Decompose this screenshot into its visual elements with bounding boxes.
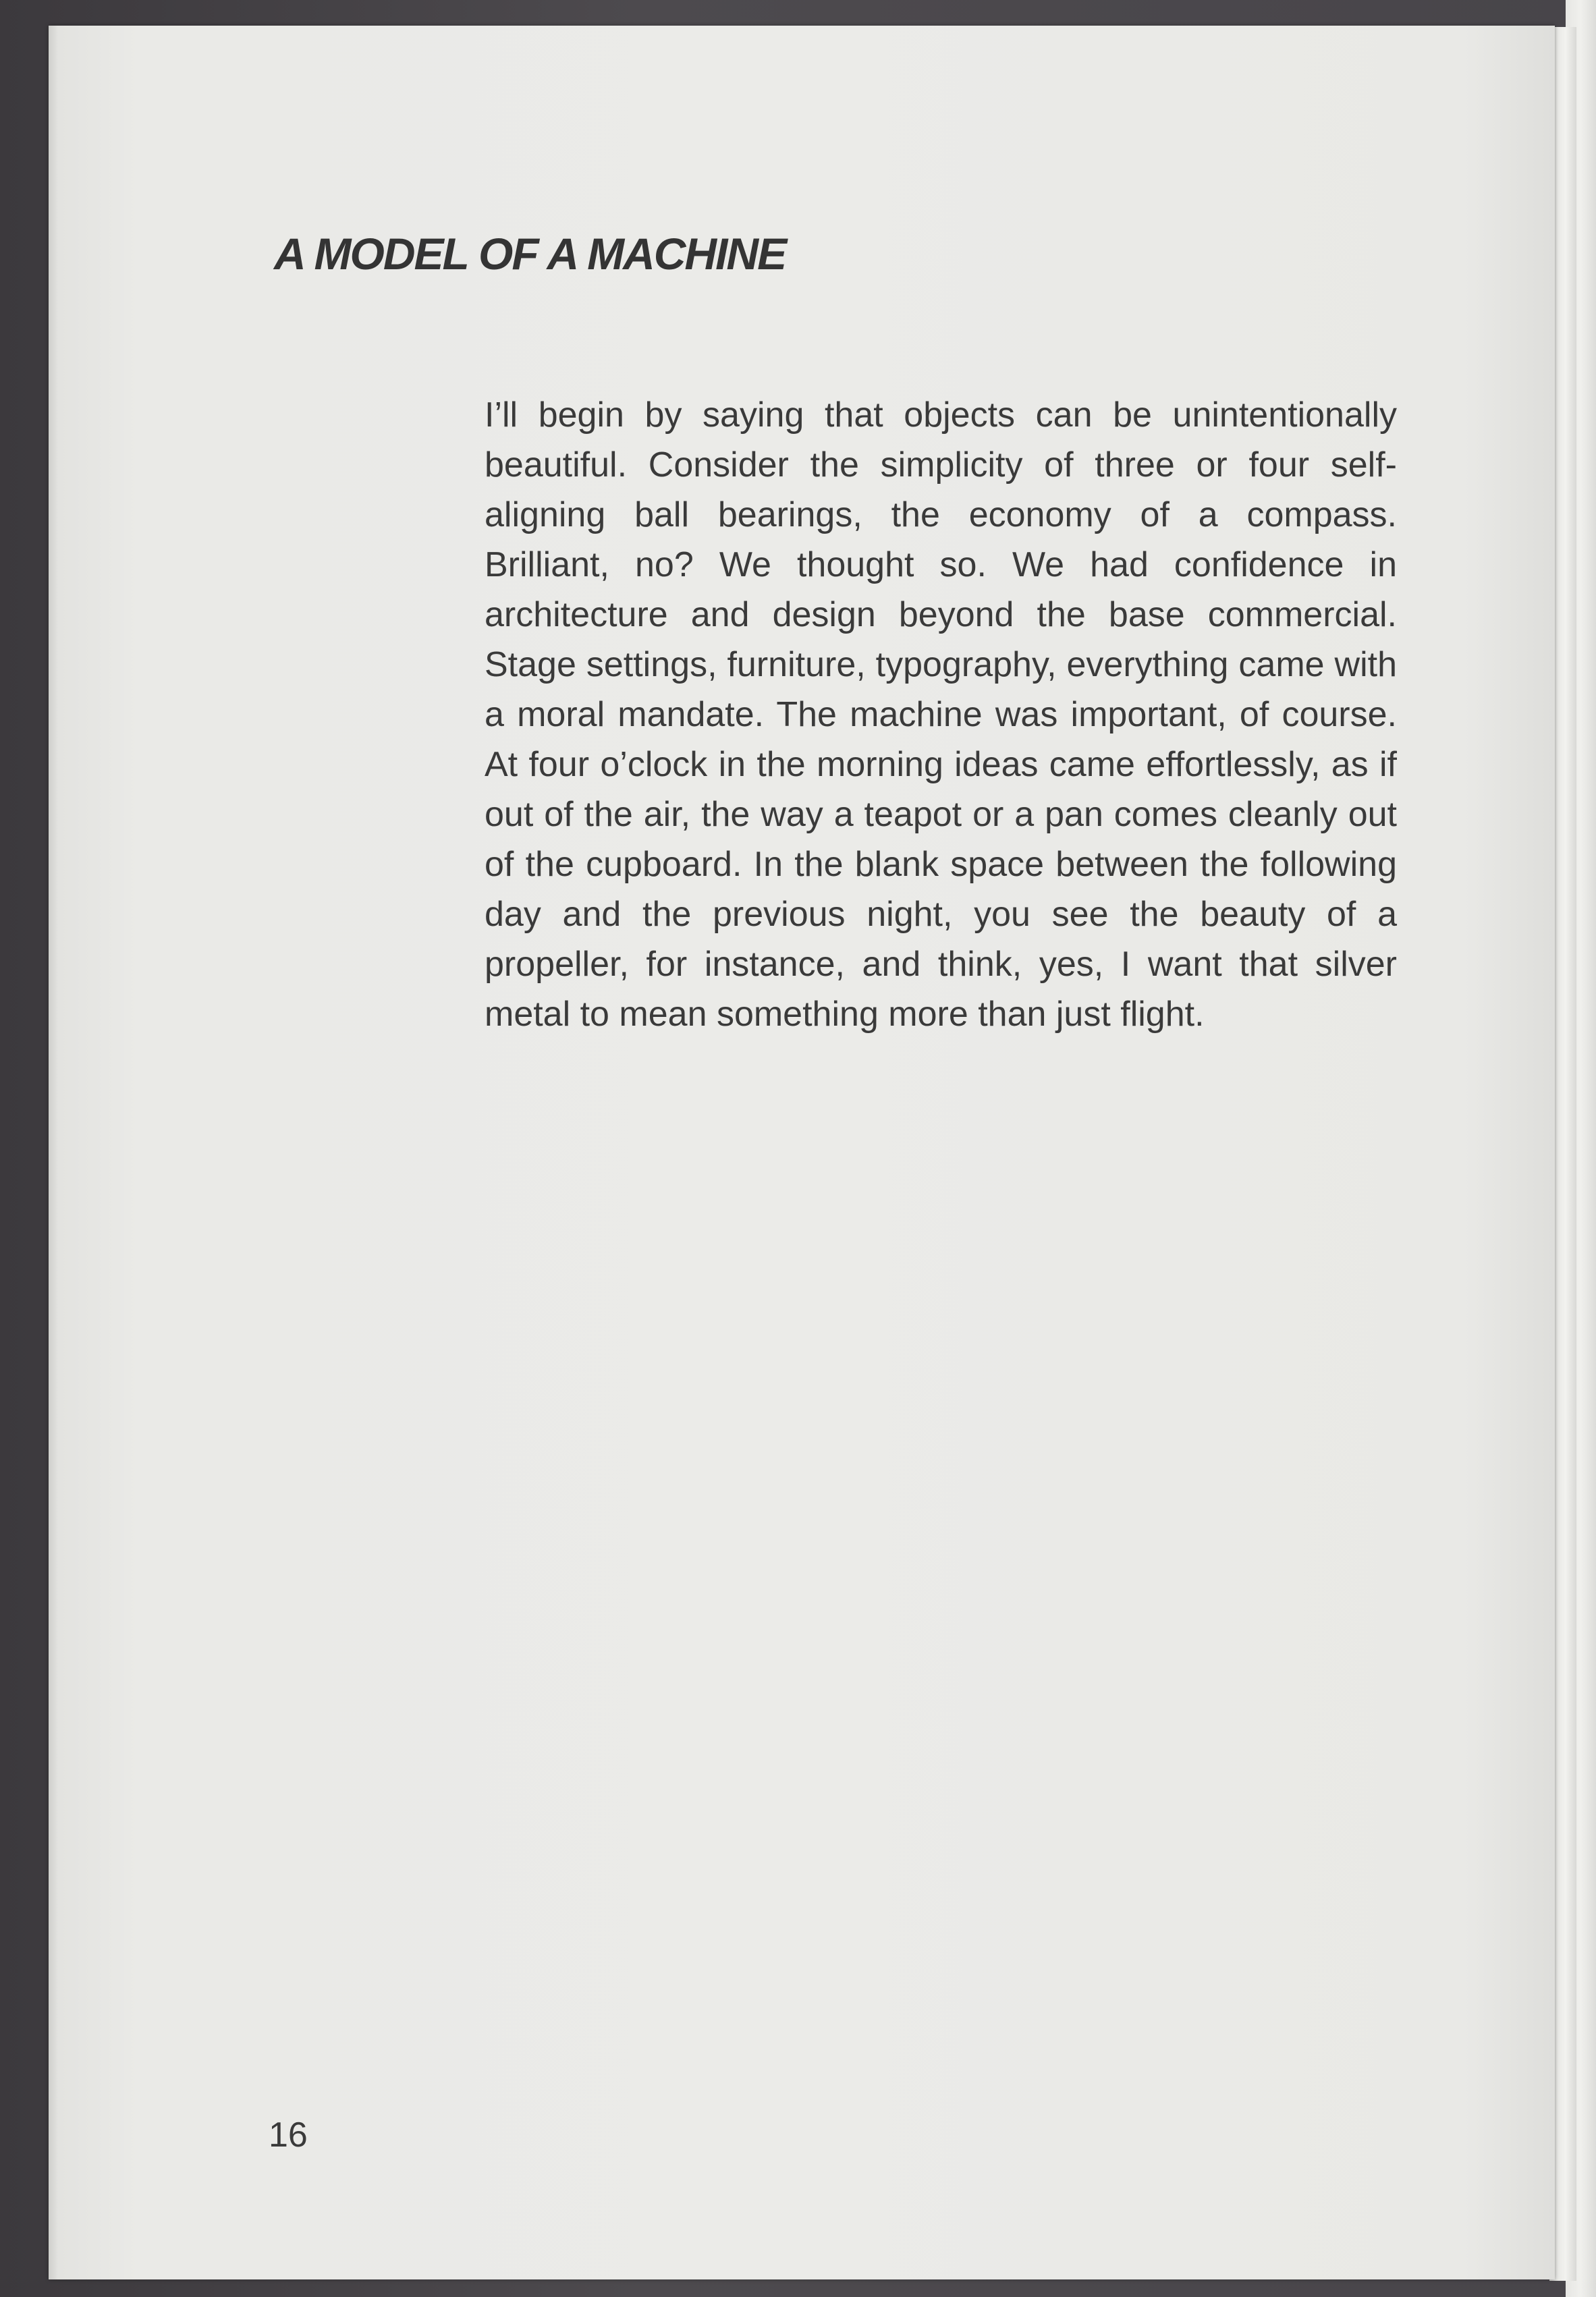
book-page [49,26,1555,2279]
page-number: 16 [269,2115,308,2155]
page-title: A MODEL OF A MACHINE [274,229,786,279]
body-paragraph: I’ll begin by saying that objects can be unintentionally beautiful. Consider the simplicity of three or four self-aligning ball bearings, the economy of a compass. Brilliant, no? We thought so. We had confidence in architecture and design beyond the base commercial. Stage settings, furniture, typography, everything came with a moral mandate. The machine was important, of course. At four o’clock in the morning ideas came effortlessly, as if out of the air, the way a teapot or a pan comes cleanly out of the cupboard. In the blank space between the following day and the previous night, you see the beauty of a propeller, for instance, and think, yes, I want that silver metal to mean something more than just flight. [485,395,1397,1034]
page-gutter-shadow [49,26,58,2279]
